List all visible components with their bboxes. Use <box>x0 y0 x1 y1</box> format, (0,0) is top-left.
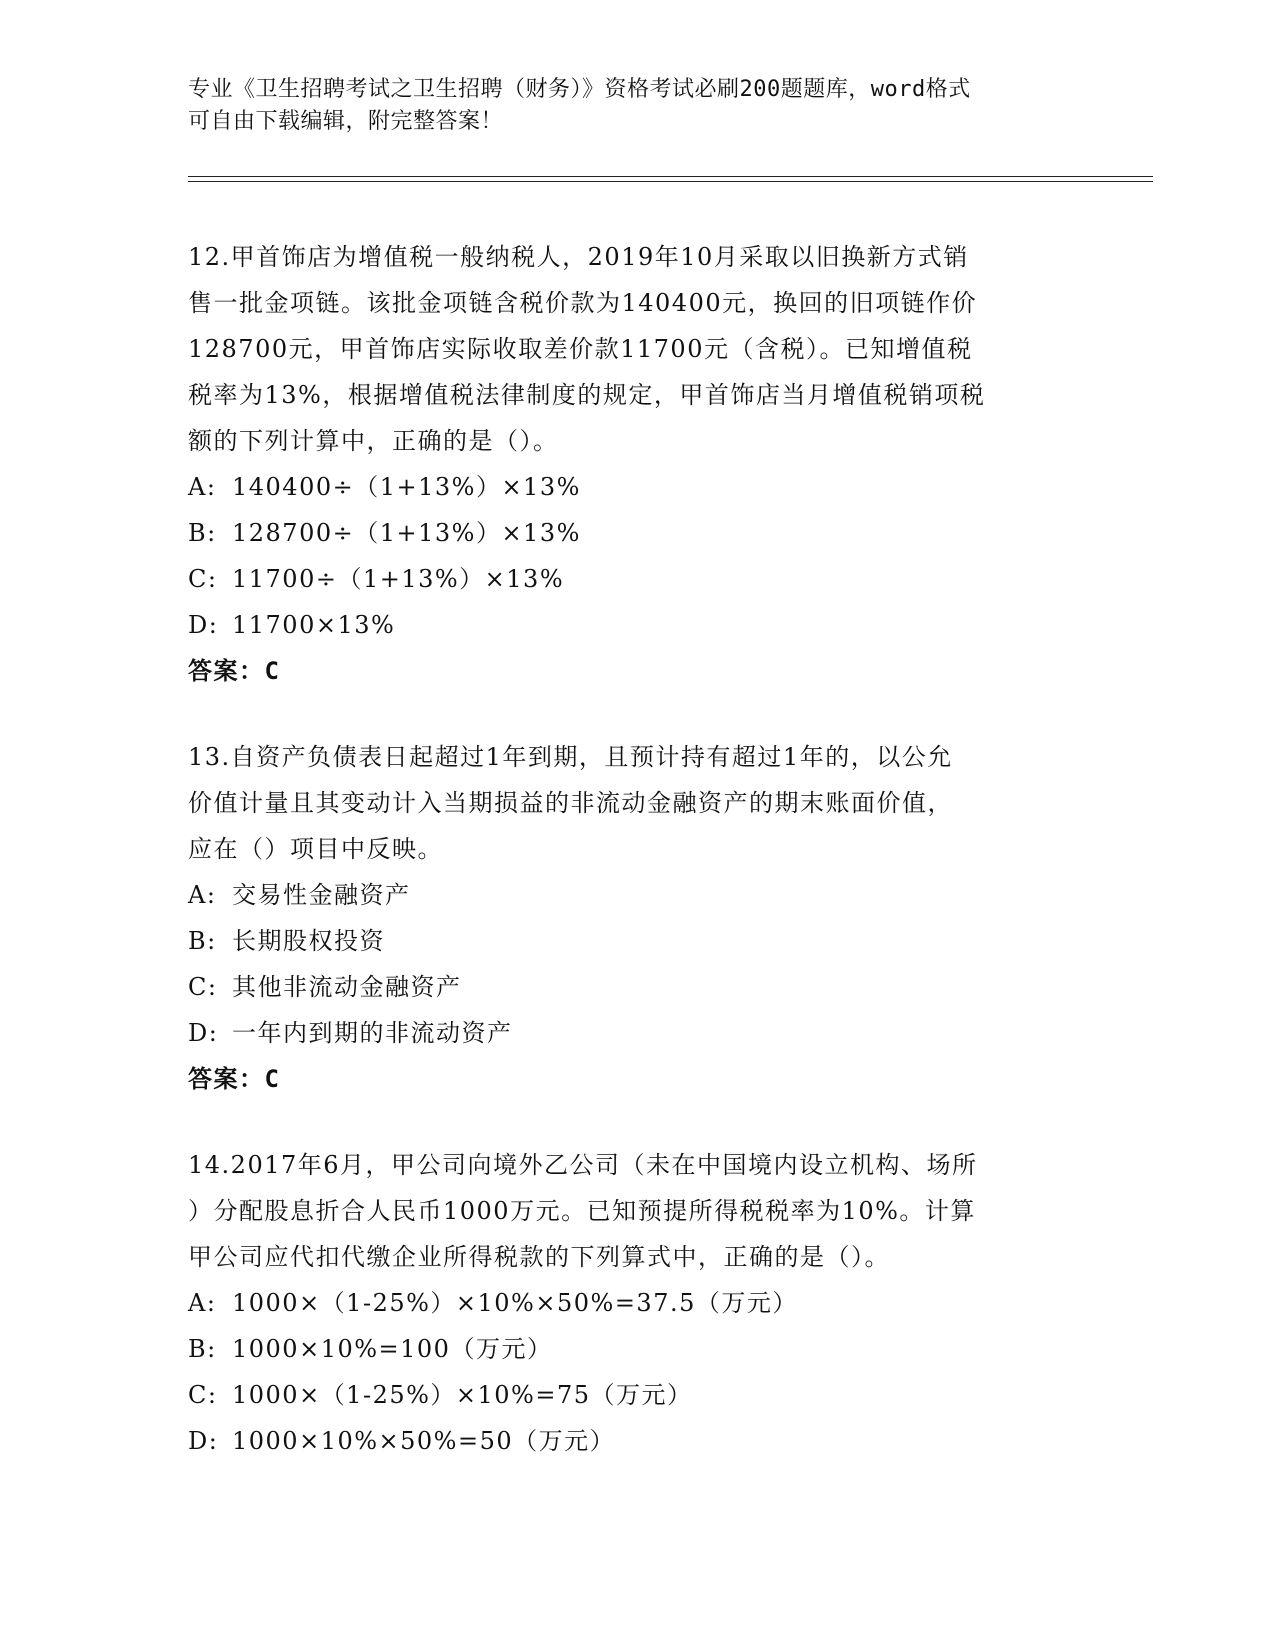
stem-line: 13.自资产负债表日起超过1年到期，且预计持有超过1年的，以公允 <box>188 743 953 771</box>
option-letter: D: <box>188 1019 219 1047</box>
question-14 <box>188 1142 1088 1464</box>
option-text: 140400÷（1+13%）×13% <box>232 473 581 501</box>
option-text: 11700×13% <box>232 611 396 639</box>
option-letter: C: <box>188 565 218 593</box>
option-text: 11700÷（1+13%）×13% <box>232 565 565 593</box>
question-stem <box>188 234 1088 464</box>
stem-line: 甲公司应代扣代缴企业所得税款的下列算式中，正确的是（）。 <box>188 1243 890 1271</box>
stem-line: 14.2017年6月，甲公司向境外乙公司（未在中国境内设立机构、场所 <box>188 1151 978 1179</box>
header-divider <box>188 181 1153 182</box>
option-d <box>188 602 1088 648</box>
option-letter: C: <box>188 1381 218 1409</box>
option-d <box>188 1010 1088 1056</box>
option-text: 1000×（1-25%）×10%=75（万元） <box>232 1381 693 1409</box>
question-stem <box>188 734 1088 872</box>
option-text: 其他非流动金融资产 <box>232 973 462 1001</box>
answer-label: 答案：C <box>188 657 281 685</box>
option-d <box>188 1418 1088 1464</box>
option-c <box>188 1372 1088 1418</box>
stem-line: 税率为13%，根据增值税法律制度的规定，甲首饰店当月增值税销项税 <box>188 381 986 409</box>
option-c <box>188 556 1088 602</box>
document-header <box>188 74 1068 138</box>
option-text: 交易性金融资产 <box>232 881 411 909</box>
option-letter: A: <box>188 881 217 909</box>
option-letter: D: <box>188 611 219 639</box>
answer-label: 答案：C <box>188 1065 281 1093</box>
stem-line: 12.甲首饰店为增值税一般纳税人，2019年10月采取以旧换新方式销 <box>188 243 969 271</box>
option-letter: B: <box>188 519 217 547</box>
option-letter: B: <box>188 1335 217 1363</box>
option-text: 1000×10%=100（万元） <box>232 1335 553 1363</box>
option-b <box>188 510 1088 556</box>
header-line: 专业《卫生招聘考试之卫生招聘（财务）》资格考试必刷200题题库，word格式 <box>188 77 971 102</box>
question-12 <box>188 234 1088 694</box>
stem-line: 128700元，甲首饰店实际收取差价款11700元（含税）。已知增值税 <box>188 335 973 363</box>
option-c <box>188 964 1088 1010</box>
stem-line: 价值计量且其变动计入当期损益的非流动金融资产的期末账面价值， <box>188 789 953 817</box>
option-text: 1000×10%×50%=50（万元） <box>232 1427 616 1455</box>
option-text: 长期股权投资 <box>232 927 385 955</box>
stem-line: 应在（）项目中反映。 <box>188 835 443 863</box>
option-b <box>188 1326 1088 1372</box>
option-a <box>188 872 1088 918</box>
header-line: 可自由下载编辑，附完整答案！ <box>188 109 504 134</box>
option-letter: A: <box>188 473 217 501</box>
question-stem <box>188 1142 1088 1280</box>
option-text: 一年内到期的非流动资产 <box>232 1019 513 1047</box>
stem-line: 售一批金项链。该批金项链含税价款为140400元，换回的旧项链作价 <box>188 289 978 317</box>
stem-line: 额的下列计算中，正确的是（）。 <box>188 427 559 455</box>
option-text: 1000×（1-25%）×10%×50%=37.5（万元） <box>232 1289 798 1317</box>
stem-line: ）分配股息折合人民币1000万元。已知预提所得税税率为10%。计算 <box>188 1197 976 1225</box>
option-letter: B: <box>188 927 217 955</box>
option-letter: A: <box>188 1289 217 1317</box>
option-letter: C: <box>188 973 218 1001</box>
option-a <box>188 464 1088 510</box>
option-a <box>188 1280 1088 1326</box>
option-b <box>188 918 1088 964</box>
question-13 <box>188 734 1088 1102</box>
question-list <box>188 234 1088 1504</box>
header-divider <box>188 176 1153 177</box>
option-text: 128700÷（1+13%）×13% <box>232 519 581 547</box>
option-letter: D: <box>188 1427 219 1455</box>
